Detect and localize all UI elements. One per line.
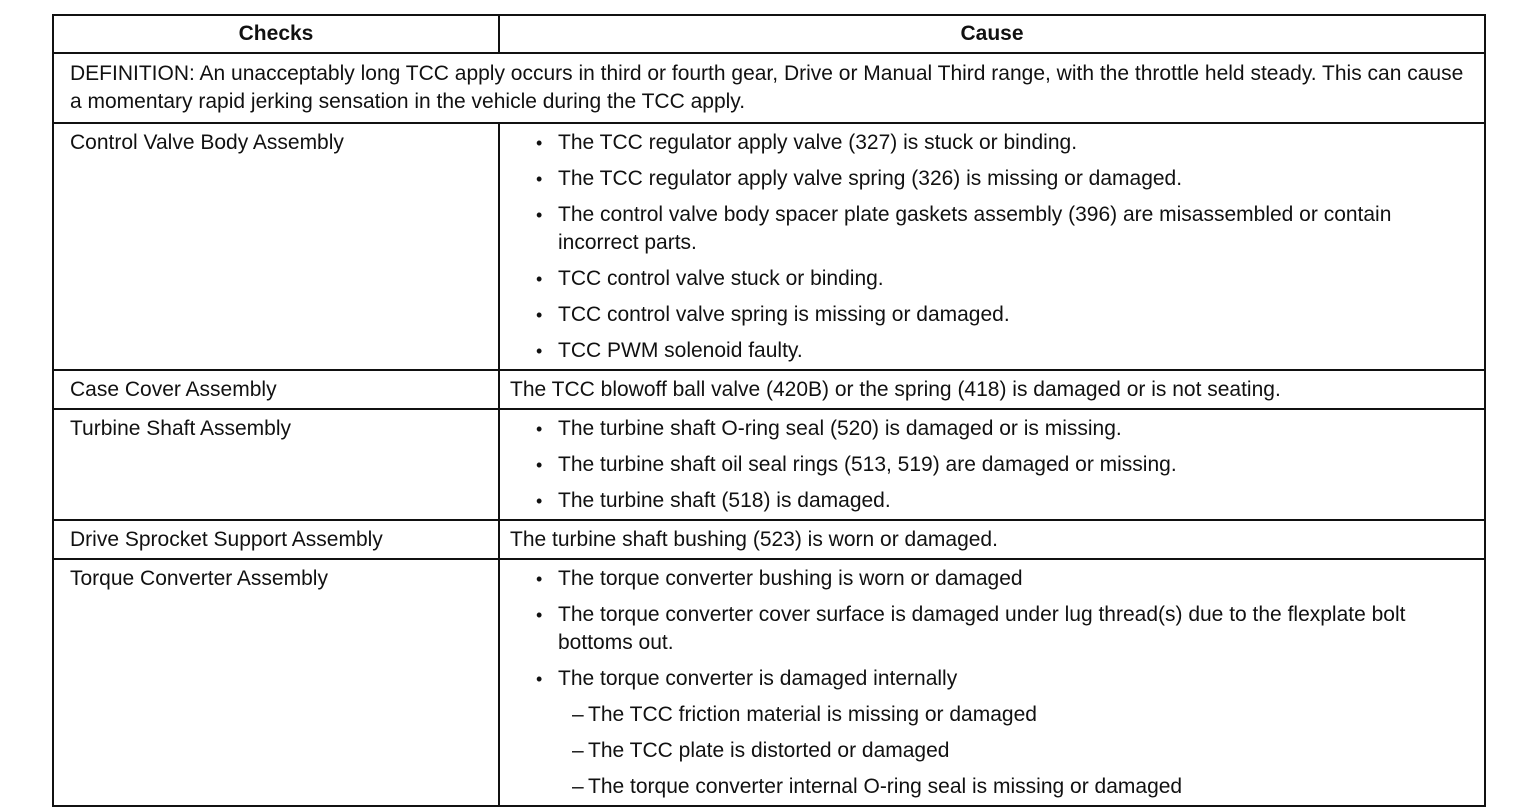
- cause-item: [510, 565, 1472, 593]
- definition-text: DEFINITION: An unacceptably long TCC apply occurs in third or fourth gear, Drive or Manual Third range, with the throttle held steady. This can cause a momentary rapid jerking sensation in the vehicle during the TCC apply.: [53, 53, 1485, 123]
- cause-item-text: The TCC regulator apply valve (327) is stuck or binding.: [558, 131, 1078, 154]
- bullet-icon: •: [536, 605, 543, 625]
- cause-item: [510, 265, 1472, 293]
- bullet-icon: •: [536, 133, 543, 153]
- table-row: [53, 559, 1485, 806]
- bullet-icon: •: [536, 669, 543, 689]
- cause-item: [510, 129, 1472, 157]
- cause-text: The TCC blowoff ball valve (420B) or the spring (418) is damaged or is not seating.: [510, 378, 1281, 401]
- table-row: [53, 370, 1485, 409]
- bullet-icon: •: [536, 455, 543, 475]
- bullet-icon: •: [536, 419, 543, 439]
- cause-cell: [499, 409, 1485, 520]
- cause-text: The turbine shaft bushing (523) is worn or damaged.: [510, 528, 998, 551]
- cause-item-text: The turbine shaft O-ring seal (520) is damaged or is missing.: [558, 417, 1122, 440]
- cause-item-text: TCC control valve spring is missing or damaged.: [558, 303, 1010, 326]
- sub-cause-item: [558, 701, 1472, 729]
- sub-cause-list: [558, 701, 1472, 801]
- cause-item-text: The torque converter cover surface is damaged under lug thread(s) due to the flexplate bolt bottoms out.: [558, 603, 1406, 654]
- cause-item-text: The torque converter bushing is worn or damaged: [558, 567, 1023, 590]
- check-label: Torque Converter Assembly: [53, 559, 499, 806]
- header-cause: Cause: [499, 15, 1485, 53]
- check-label: Drive Sprocket Support Assembly: [53, 520, 499, 559]
- cause-item: [510, 301, 1472, 329]
- cause-item-text: TCC control valve stuck or binding.: [558, 267, 884, 290]
- cause-list: [510, 415, 1472, 515]
- cause-item: [510, 451, 1472, 479]
- cause-list: [510, 129, 1472, 365]
- cause-item: [510, 201, 1472, 257]
- check-label: Control Valve Body Assembly: [53, 123, 499, 370]
- table-row: [53, 409, 1485, 520]
- bullet-icon: •: [536, 169, 543, 189]
- cause-item-text: TCC PWM solenoid faulty.: [558, 339, 803, 362]
- cause-cell: [499, 520, 1485, 559]
- dash-icon: –: [572, 739, 584, 762]
- dash-icon: –: [572, 703, 584, 726]
- dash-icon: –: [572, 775, 584, 798]
- bullet-icon: •: [536, 569, 543, 589]
- cause-item: [510, 601, 1472, 657]
- bullet-icon: •: [536, 269, 543, 289]
- sub-cause-text: The TCC friction material is missing or damaged: [588, 703, 1037, 726]
- bullet-icon: •: [536, 305, 543, 325]
- definition-row: [53, 53, 1485, 123]
- cause-item: [510, 337, 1472, 365]
- cause-item-text: The turbine shaft (518) is damaged.: [558, 489, 891, 512]
- cause-item-text: The torque converter is damaged internally: [558, 667, 958, 690]
- bullet-icon: •: [536, 341, 543, 361]
- cause-item: [510, 487, 1472, 515]
- cause-cell: [499, 370, 1485, 409]
- bullet-icon: •: [536, 491, 543, 511]
- check-label: Case Cover Assembly: [53, 370, 499, 409]
- sub-cause-item: [558, 737, 1472, 765]
- table-row: [53, 520, 1485, 559]
- sub-cause-item: [558, 773, 1472, 801]
- cause-item: [510, 165, 1472, 193]
- cause-cell: [499, 559, 1485, 806]
- sub-cause-text: The TCC plate is distorted or damaged: [588, 739, 950, 762]
- cause-item: [510, 665, 1472, 801]
- check-label: Turbine Shaft Assembly: [53, 409, 499, 520]
- header-checks: Checks: [53, 15, 499, 53]
- cause-item-text: The TCC regulator apply valve spring (326) is missing or damaged.: [558, 167, 1183, 190]
- diagnosis-table: [52, 14, 1486, 807]
- table-row: [53, 123, 1485, 370]
- cause-item: [510, 415, 1472, 443]
- cause-cell: [499, 123, 1485, 370]
- header-row: [53, 15, 1485, 53]
- sub-cause-text: The torque converter internal O-ring seal is missing or damaged: [588, 775, 1183, 798]
- bullet-icon: •: [536, 205, 543, 225]
- cause-list: [510, 565, 1472, 801]
- cause-item-text: The control valve body spacer plate gaskets assembly (396) are misassembled or contain incorrect parts.: [558, 203, 1392, 254]
- cause-item-text: The turbine shaft oil seal rings (513, 519) are damaged or missing.: [558, 453, 1177, 476]
